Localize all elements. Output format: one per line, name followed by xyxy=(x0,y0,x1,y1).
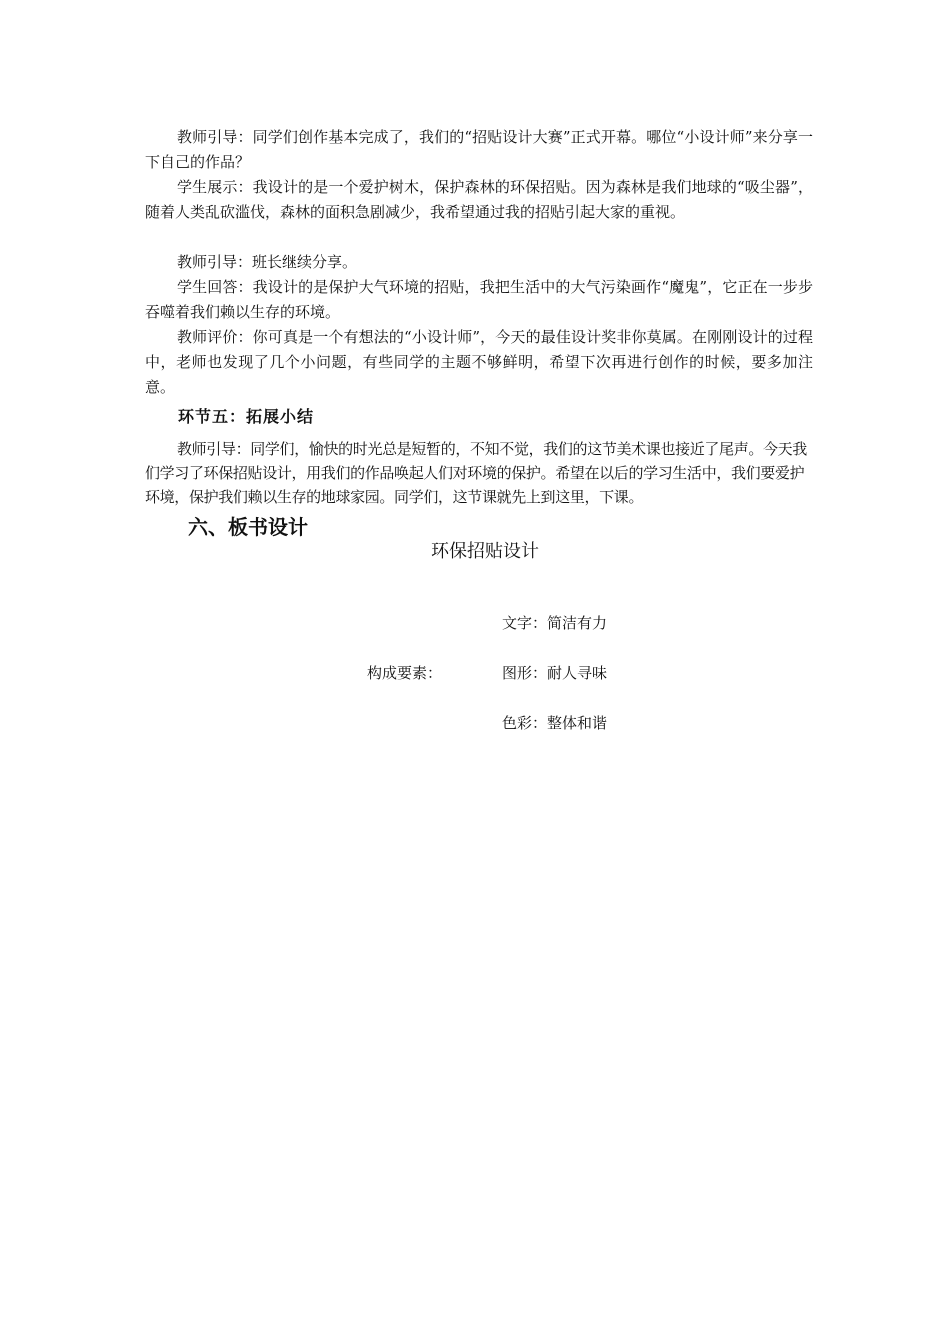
student-answer-paragraph: 学生回答：我设计的是保护大气环境的招贴，我把生活中的大气污染画作“魔鬼”，它正在一步步吞噬着我们赖以生存的环境。 xyxy=(145,278,813,321)
summary-paragraph: 教师引导：同学们，愉快的时光总是短暂的，不知不觉，我们的这节美术课也接近了尾声。今天我们学习了环保招贴设计，用我们的作品唤起人们对环境的保护。希望在以后的学习生活中，我们要爱护环境，保护我们赖以生存的地球家园。同学们，这节课就先上到这里，下课。 xyxy=(145,440,807,506)
student-showcase-paragraph: 学生展示：我设计的是一个爱护树木，保护森林的环保招贴。因为森林是我们地球的“吸尘器”，随着人类乱砍滥伐，森林的面积急剧减少，我希望通过我的招贴引起大家的重视。 xyxy=(145,178,813,221)
teacher-guide-paragraph-1: 教师引导：同学们创作基本完成了，我们的“招贴设计大赛”正式开幕。哪位“小设计师”来分享一下自己的作品？ xyxy=(145,128,813,171)
teacher-evaluation-paragraph: 教师评价：你可真是一个有想法的“小设计师”，今天的最佳设计奖非你莫属。在刚刚设计的过程中，老师也发现了几个小问题，有些同学的主题不够鲜明，希望下次再进行创作的时候，要多加注意。 xyxy=(145,328,813,396)
board-item-text: 文字：简洁有力 xyxy=(502,614,608,632)
board-title: 环保招贴设计 xyxy=(431,541,539,562)
board-item-color: 色彩：整体和谐 xyxy=(502,714,608,732)
teacher-guide-paragraph-2: 教师引导：班长继续分享。 xyxy=(177,253,358,271)
board-design-heading: 六、板书设计 xyxy=(188,515,308,539)
board-item-graphics: 图形：耐人寻味 xyxy=(502,664,608,682)
board-elements-label: 构成要素： xyxy=(367,664,443,682)
section-heading: 环节五：拓展小结 xyxy=(178,407,315,426)
